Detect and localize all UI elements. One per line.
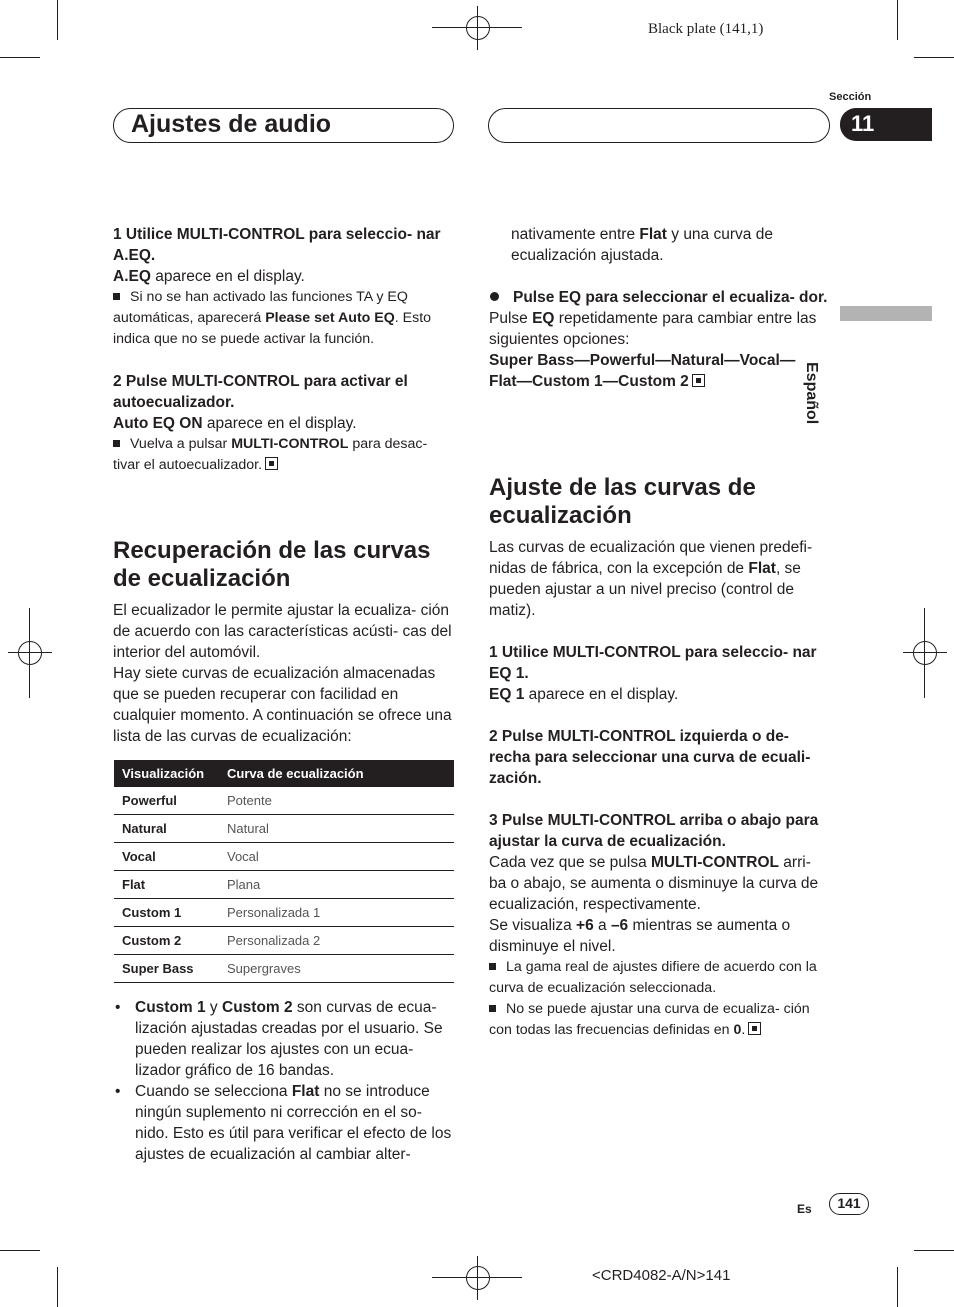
right-continuation: [489, 224, 831, 266]
footer-lang-code: Es: [797, 1202, 812, 1216]
table-row: [114, 899, 454, 927]
right-heading: Ajuste de las curvas de ecualización: [489, 474, 756, 529]
page-number: 141: [837, 1195, 861, 1211]
bullet-dot-icon: [490, 292, 499, 301]
display-text: +6: [576, 917, 594, 934]
left-bullets: [113, 997, 455, 1165]
right-step3-title: 3 Pulse MULTI-CONTROL arriba o abajo para ajustar la curva de ecualización.: [489, 812, 819, 850]
left-para1: El ecualizador le permite ajustar la ecualiza- ción de acuerdo con las características acústi- cas del interior del automóvil.: [113, 602, 452, 661]
left-step1-title: 1 Utilice MULTI-CONTROL para seleccio- nar A.EQ.: [113, 226, 441, 264]
table-row: [114, 955, 454, 983]
right-step3-range: [489, 915, 831, 957]
table-cell: Personalizada 2: [219, 927, 454, 955]
text: Cada vez que se pulsa: [489, 854, 651, 871]
left-bullet-2: [113, 1081, 455, 1165]
text: y una curva de ecualización ajustada.: [511, 226, 773, 264]
display-text: A.EQ: [113, 268, 151, 285]
registration-mark-bottom: [456, 1256, 500, 1300]
page-number-badge: [829, 1193, 869, 1215]
table-row: [114, 843, 454, 871]
table-cell: Natural: [114, 815, 219, 843]
display-text: EQ 1: [489, 686, 525, 703]
display-text: Flat: [748, 560, 776, 577]
crop-mark: [897, 0, 898, 40]
left-step2-title: 2 Pulse MULTI-CONTROL para activar el autoecualizador.: [113, 373, 408, 411]
registration-mark-top: [456, 6, 500, 50]
left-step2-line: [113, 413, 455, 434]
table-row: [114, 871, 454, 899]
text: Cuando se selecciona: [135, 1083, 292, 1100]
note-square-icon: [113, 293, 120, 300]
section-number-badge: [840, 108, 932, 141]
right-step3-para: [489, 852, 831, 915]
display-text: 0: [733, 1022, 742, 1038]
text: Pulse EQ para seleccionar el ecualiza- dor.: [513, 289, 828, 306]
bullet-dot-icon: •: [115, 1083, 121, 1100]
display-text: Auto EQ ON: [113, 415, 203, 432]
end-mark-icon: [748, 1022, 761, 1035]
text: , se pueden ajustar a un nivel preciso (control de matiz).: [489, 560, 801, 619]
crop-mark: [914, 1250, 954, 1251]
text: .: [741, 1022, 746, 1038]
header-empty-box: [488, 108, 830, 143]
section-title: Ajustes de audio: [131, 110, 332, 138]
text: mientras se aumenta o disminuye el nivel.: [489, 917, 791, 955]
end-mark-icon: [265, 457, 278, 470]
left-step1-line: [113, 266, 455, 287]
right-options-line2: [489, 371, 831, 392]
right-step1-line: [489, 684, 831, 705]
language-tab: Español: [803, 362, 820, 425]
display-text: EQ: [532, 310, 555, 327]
text: . Esto indica que no se puede activar la función.: [113, 310, 432, 347]
registration-line: [432, 1277, 522, 1278]
end-mark-icon: [692, 374, 705, 387]
plate-label: Black plate (141,1): [648, 21, 764, 37]
table-row: [114, 787, 454, 815]
text: repetidamente para cambiar entre las siguientes opciones:: [489, 310, 817, 348]
crop-mark: [914, 57, 954, 58]
text: Pulse: [489, 310, 533, 327]
doc-code: <CRD4082-A/N>141: [592, 1267, 731, 1284]
display-text: Custom 1: [135, 999, 206, 1016]
right-note-1: [489, 957, 831, 999]
text: no se introduce ningún suplemento ni corrección en el so- nido. Esto es útil para verificar el efecto de los ajustes de ecualización al cambiar alter-: [135, 1083, 452, 1163]
left-intro: [113, 600, 455, 747]
display-text: –6: [610, 917, 629, 934]
crop-mark: [897, 1267, 898, 1307]
text: nativamente entre: [511, 226, 640, 243]
right-pulse-line: [489, 308, 831, 350]
text: aparece en el display.: [150, 268, 305, 285]
text: Se visualiza: [489, 917, 577, 934]
table-cell: Flat: [114, 871, 219, 899]
note-square-icon: [113, 440, 120, 447]
table-cell: Potente: [219, 787, 454, 815]
language-tab-bar: [840, 306, 932, 321]
registration-line: [29, 608, 30, 698]
text: y: [205, 999, 222, 1016]
right-options-line1: Super Bass—Powerful—Natural—Vocal—: [489, 352, 796, 369]
right-top: [489, 224, 831, 392]
crop-mark: [0, 57, 40, 58]
table-cell: Powerful: [114, 787, 219, 815]
left-column: [113, 224, 455, 476]
text: arri- ba o abajo, se aumenta o disminuye la curva de ecualización, respectivamente.: [489, 854, 819, 913]
bullet-dot-icon: •: [115, 999, 121, 1016]
seccion-label: Sección: [829, 91, 872, 103]
table-row: [114, 815, 454, 843]
table-col-header: Curva de ecualización: [219, 760, 454, 787]
eq-curve-table: [114, 760, 454, 983]
table-cell: Super Bass: [114, 955, 219, 983]
display-text: Flat: [639, 226, 667, 243]
text: aparece en el display.: [202, 415, 357, 432]
table-cell: Personalizada 1: [219, 899, 454, 927]
note-square-icon: [489, 963, 496, 970]
left-step1-note: [113, 287, 455, 350]
text: No se puede ajustar una curva de ecualiza- ción con todas las frecuencias definidas en: [489, 1001, 810, 1038]
right-step1-title: 1 Utilice MULTI-CONTROL para seleccio- nar EQ 1.: [489, 644, 817, 682]
left-heading: Recuperación de las curvas de ecualización: [113, 537, 431, 592]
text: a: [593, 917, 611, 934]
text: Vuelva a pulsar: [130, 436, 232, 452]
right-note-2: [489, 999, 831, 1041]
table-header-row: [114, 760, 454, 787]
table-cell: Custom 1: [114, 899, 219, 927]
registration-line: [432, 27, 522, 28]
crop-mark: [57, 1267, 58, 1307]
text: La gama real de ajustes difiere de acuerdo con la curva de ecualización seleccionada.: [489, 959, 817, 996]
right-bullet-title: [489, 287, 831, 308]
table-row: [114, 927, 454, 955]
left-para2: Hay siete curvas de ecualización almacenadas que se pueden recuperar con facilidad en cualquier momento. A continuación se ofrece una lista de las curvas de ecualización:: [113, 665, 452, 745]
table-cell: Custom 2: [114, 927, 219, 955]
crop-mark: [0, 1250, 40, 1251]
text: son curvas de ecua- lización ajustadas creadas por el usuario. Se pueden realizar los ajustes con un ecua- lizador gráfico de 16 bandas.: [135, 999, 443, 1079]
table-cell: Vocal: [114, 843, 219, 871]
table-cell: Supergraves: [219, 955, 454, 983]
display-text: MULTI-CONTROL: [231, 436, 349, 452]
right-body: [489, 537, 831, 1041]
table-cell: Natural: [219, 815, 454, 843]
right-step2-title: 2 Pulse MULTI-CONTROL izquierda o de- recha para seleccionar una curva de ecuali- zación.: [489, 728, 811, 787]
display-text: Flat: [291, 1083, 320, 1100]
section-title-box: [113, 108, 454, 143]
table-col-header: Visualización: [114, 760, 219, 787]
crop-mark: [57, 0, 58, 40]
display-text: MULTI-CONTROL: [651, 854, 779, 871]
text: Las curvas de ecualización que vienen predefi- nidas de fábrica, con la excepción de: [489, 539, 813, 577]
section-number: 11: [851, 111, 875, 136]
text: aparece en el display.: [524, 686, 679, 703]
note-square-icon: [489, 1005, 496, 1012]
table-cell: Plana: [219, 871, 454, 899]
left-step2-note: [113, 434, 455, 476]
right-intro: [489, 537, 831, 621]
display-text: Custom 2: [222, 999, 293, 1016]
display-text: Please set Auto EQ: [265, 310, 395, 326]
registration-mark-left: [8, 631, 52, 675]
registration-mark-right: [903, 631, 947, 675]
text: para desac- tivar el autoecualizador.: [113, 436, 428, 473]
table-cell: Vocal: [219, 843, 454, 871]
text: Flat—Custom 1—Custom 2: [489, 373, 689, 390]
left-bullet-1: [113, 997, 455, 1081]
text: Si no se han activado las funciones TA y EQ automáticas, aparecerá: [113, 289, 408, 326]
registration-line: [924, 608, 925, 698]
